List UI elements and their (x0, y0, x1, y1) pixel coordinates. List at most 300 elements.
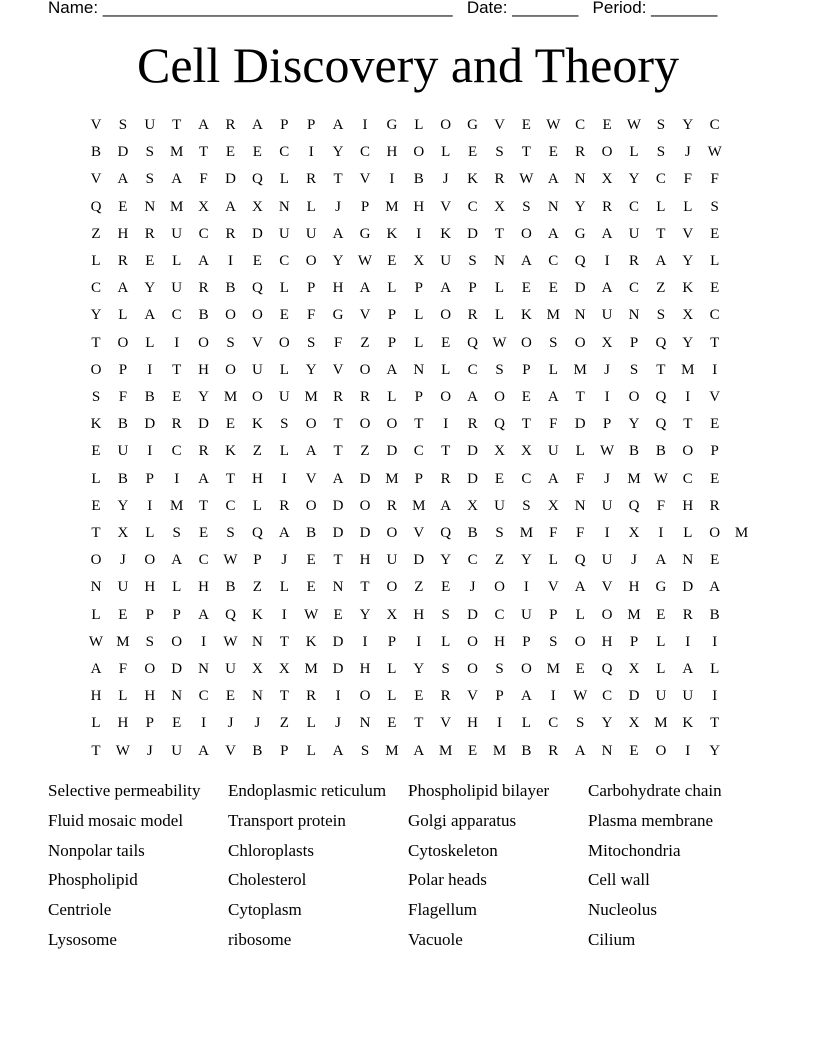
grid-letter: W (223, 552, 238, 569)
grid-letter: R (198, 443, 209, 460)
grid-letter: U (547, 443, 559, 460)
word-list-item: Mitochondria (588, 840, 681, 860)
grid-letter: L (548, 361, 558, 378)
grid-letter: T (414, 715, 424, 732)
grid-letter: P (414, 470, 423, 487)
grid-letter: P (710, 443, 719, 460)
grid-letter: P (387, 633, 397, 650)
grid-letter: A (655, 552, 667, 569)
grid-letter: D (574, 280, 586, 297)
grid-letter: L (279, 361, 289, 378)
grid-letter: A (198, 253, 210, 269)
grid-letter: N (332, 579, 344, 596)
grid-letter: X (278, 661, 290, 677)
grid-letter: V (682, 225, 694, 242)
grid-letter: E (656, 606, 666, 623)
grid-letter: A (467, 389, 479, 405)
grid-letter: U (117, 443, 129, 460)
grid-letter: F (576, 470, 585, 487)
grid-letter: M (385, 198, 399, 215)
grid-letter: S (495, 144, 504, 161)
word-list-item: Plasma membrane (588, 810, 714, 830)
grid-letter: I (147, 497, 153, 514)
grid-letter: T (521, 144, 531, 161)
word-list-item: Transport protein (228, 810, 346, 830)
grid-letter: E (548, 280, 558, 297)
grid-letter: E (387, 715, 397, 732)
grid-letter: D (251, 225, 263, 242)
grid-letter: A (198, 742, 210, 759)
grid-letter: P (414, 280, 423, 297)
grid-letter: F (683, 171, 692, 188)
grid-letter: W (653, 470, 668, 487)
grid-letter: C (575, 117, 586, 133)
grid-letter: J (119, 552, 126, 569)
grid-letter: H (144, 688, 156, 705)
grid-letter: B (90, 144, 101, 161)
grid-letter: J (442, 171, 449, 188)
grid-letter: M (304, 661, 318, 677)
grid-letter: H (359, 552, 371, 569)
grid-letter: U (171, 742, 183, 759)
grid-letter: M (116, 633, 130, 650)
period-blank: _______ (651, 0, 718, 17)
grid-letter: B (252, 742, 263, 759)
grid-letter: K (682, 715, 694, 732)
grid-letter: Y (332, 253, 344, 269)
grid-letter: Y (413, 661, 425, 677)
grid-letter: C (602, 688, 613, 705)
word-list-item: ribosome (228, 930, 292, 949)
grid-letter: R (602, 198, 613, 215)
grid-letter: E (710, 280, 720, 297)
grid-letter: T (575, 389, 585, 405)
grid-letter: K (251, 606, 263, 623)
grid-letter: E (629, 742, 639, 759)
grid-letter: S (495, 525, 504, 541)
grid-letter: B (655, 443, 666, 460)
grid-letter: W (357, 253, 373, 269)
grid-letter: A (117, 171, 129, 188)
grid-letter: O (440, 307, 452, 324)
grid-letter: L (91, 253, 101, 269)
grid-letter: P (145, 715, 154, 732)
grid-letter: P (495, 688, 504, 705)
grid-letter: T (656, 225, 666, 242)
grid-letter: L (279, 579, 289, 596)
grid-letter: I (658, 525, 664, 541)
grid-letter: P (145, 470, 154, 487)
grid-letter: K (251, 416, 263, 433)
grid-letter: A (413, 742, 425, 759)
grid-letter: M (654, 715, 668, 732)
grid-letter: B (198, 307, 209, 324)
grid-letter: A (90, 661, 102, 677)
grid-letter: Y (144, 280, 156, 297)
grid-letter: L (548, 552, 558, 569)
grid-letter: R (386, 497, 397, 514)
grid-letter: R (306, 171, 317, 188)
grid-letter: S (280, 416, 289, 433)
word-list-item: Phospholipid bilayer (408, 781, 550, 800)
grid-letter: B (306, 525, 317, 541)
grid-letter: R (333, 389, 344, 405)
grid-letter: P (522, 633, 531, 650)
grid-letter: D (359, 470, 371, 487)
grid-letter: M (627, 470, 641, 487)
grid-letter: A (574, 579, 586, 596)
grid-letter: T (279, 633, 289, 650)
grid-letter: N (198, 661, 210, 677)
grid-letter: R (225, 225, 236, 242)
grid-letter: H (117, 225, 129, 242)
grid-letter: N (574, 171, 586, 188)
grid-letter: I (335, 688, 341, 705)
grid-letter: H (90, 688, 102, 705)
grid-letter: P (280, 117, 289, 133)
grid-letter: D (467, 606, 479, 623)
grid-letter: V (494, 117, 505, 133)
grid-letter: W (573, 688, 588, 705)
grid-letter: B (521, 742, 532, 759)
grid-letter: M (519, 525, 534, 541)
grid-letter: U (278, 389, 290, 405)
grid-letter: J (604, 361, 611, 378)
grid-letter: M (546, 307, 560, 324)
grid-letter: I (147, 443, 153, 460)
grid-letter: E (225, 416, 236, 433)
grid-letter: N (547, 198, 559, 215)
grid-letter: U (171, 280, 183, 297)
grid-letter: J (684, 144, 691, 161)
grid-letter: E (252, 253, 262, 269)
grid-letter: N (413, 361, 425, 378)
grid-letter: A (332, 742, 344, 759)
grid-letter: K (386, 225, 398, 242)
grid-letter: K (682, 280, 694, 297)
grid-letter: G (574, 225, 586, 242)
grid-letter: J (281, 552, 288, 569)
grid-letter: V (225, 742, 236, 759)
grid-letter: F (307, 307, 316, 324)
grid-letter: D (332, 661, 344, 677)
grid-letter: X (198, 198, 210, 215)
grid-letter: Z (494, 552, 505, 569)
grid-letter: D (359, 525, 371, 541)
grid-letter: R (628, 253, 639, 269)
grid-letter: W (492, 334, 507, 351)
grid-letter: Y (628, 416, 640, 433)
grid-letter: P (387, 334, 397, 351)
grid-letter: D (628, 688, 640, 705)
grid-letter: T (333, 416, 343, 433)
grid-letter: E (387, 253, 397, 269)
grid-letter: S (360, 742, 370, 759)
grid-letter: H (601, 633, 613, 650)
grid-letter: C (198, 225, 209, 242)
grid-letter: L (118, 688, 128, 705)
grid-letter: I (389, 171, 395, 188)
grid-letter: P (387, 307, 397, 324)
grid-letter: E (279, 307, 289, 324)
grid-letter: S (226, 334, 235, 351)
grid-letter: A (655, 253, 667, 269)
grid-letter: O (440, 389, 452, 405)
grid-letter: X (494, 443, 505, 460)
grid-letter: S (145, 633, 154, 650)
grid-letter: E (710, 416, 720, 433)
grid-letter: D (171, 661, 183, 677)
grid-letter: E (145, 253, 155, 269)
grid-letter: R (467, 416, 478, 433)
grid-letter: R (575, 144, 586, 161)
grid-letter: L (683, 525, 693, 541)
grid-letter: O (467, 633, 479, 650)
word-list-item: Cytoskeleton (408, 840, 498, 860)
grid-letter: T (333, 552, 343, 569)
grid-letter: H (467, 715, 479, 732)
grid-letter: N (574, 497, 586, 514)
grid-letter: U (601, 497, 613, 514)
grid-letter: I (685, 742, 691, 759)
grid-letter: M (304, 389, 318, 405)
grid-letter: P (414, 389, 423, 405)
word-list-item: Carbohydrate chain (588, 781, 722, 800)
grid-letter: V (251, 334, 263, 351)
grid-letter: E (118, 198, 128, 215)
grid-letter: E (602, 117, 612, 133)
grid-letter: L (91, 470, 101, 487)
grid-letter: L (172, 253, 182, 269)
grid-letter: P (629, 633, 639, 650)
grid-letter: X (386, 606, 398, 623)
grid-letter: N (359, 715, 371, 732)
grid-letter: K (305, 633, 317, 650)
grid-letter: O (305, 497, 317, 514)
grid-letter: K (467, 171, 479, 188)
grid-letter: E (521, 389, 531, 405)
grid-letter: V (413, 525, 425, 541)
grid-letter: O (251, 307, 263, 324)
grid-letter: R (494, 171, 505, 188)
grid-letter: L (172, 579, 182, 596)
grid-letter: L (145, 334, 155, 351)
grid-letter: I (362, 633, 368, 650)
grid-letter: O (359, 361, 371, 378)
grid-letter: T (333, 443, 343, 460)
grid-letter: J (335, 715, 342, 732)
grid-letter: R (306, 688, 317, 705)
grid-letter: R (548, 742, 559, 759)
grid-letter: Y (601, 715, 613, 732)
grid-letter: M (170, 144, 184, 161)
grid-letter: L (494, 307, 505, 324)
grid-letter: F (576, 525, 585, 541)
grid-letter: R (117, 253, 128, 269)
grid-letter: I (604, 525, 610, 541)
grid-letter: D (332, 497, 344, 514)
grid-letter: E (548, 144, 558, 161)
grid-letter: L (414, 334, 424, 351)
grid-letter: Y (90, 307, 102, 324)
grid-letter: T (279, 688, 289, 705)
grid-letter: T (521, 416, 531, 433)
grid-letter: Z (656, 280, 666, 297)
grid-letter: U (251, 361, 263, 378)
grid-letter: R (198, 280, 209, 297)
grid-letter: C (548, 253, 559, 269)
name-label: Name: (48, 0, 99, 17)
grid-letter: S (441, 606, 450, 623)
grid-letter: E (91, 443, 101, 460)
grid-letter: O (225, 361, 236, 378)
grid-letter: K (440, 225, 452, 242)
grid-letter: J (254, 715, 261, 732)
grid-letter: I (308, 144, 314, 161)
grid-letter: S (495, 661, 504, 677)
grid-letter: F (656, 497, 666, 514)
grid-letter: O (494, 389, 505, 405)
grid-letter: L (629, 144, 639, 161)
grid-letter: D (413, 552, 425, 569)
grid-letter: G (332, 307, 344, 324)
grid-letter: E (333, 606, 343, 623)
grid-letter: P (253, 552, 262, 569)
word-list-item: Nonpolar tails (48, 840, 145, 860)
grid-letter: A (251, 117, 263, 133)
word-list-item: Chloroplasts (228, 840, 314, 860)
grid-letter: O (359, 416, 371, 433)
grid-letter: Q (440, 525, 452, 541)
grid-letter: S (522, 198, 531, 215)
grid-letter: W (88, 633, 104, 650)
grid-letter: E (441, 579, 451, 596)
grid-letter: D (682, 579, 694, 596)
grid-letter: K (520, 307, 532, 324)
grid-letter: Z (279, 715, 289, 732)
grid-letter: A (682, 661, 694, 677)
grid-letter: C (521, 470, 532, 487)
grid-letter: I (497, 715, 502, 732)
grid-letter: Y (682, 117, 694, 133)
grid-letter: S (710, 198, 719, 215)
grid-letter: N (251, 633, 263, 650)
grid-letter: A (359, 280, 371, 297)
grid-letter: A (332, 117, 344, 133)
grid-letter: I (604, 253, 610, 269)
grid-letter: U (144, 117, 156, 133)
grid-letter: L (575, 606, 585, 623)
grid-letter: E (118, 606, 128, 623)
grid-letter: L (441, 361, 451, 378)
grid-letter: L (656, 633, 666, 650)
word-list-item: Phospholipid (48, 870, 138, 890)
grid-letter: I (201, 715, 207, 732)
grid-letter: M (385, 742, 399, 759)
grid-letter: E (521, 280, 531, 297)
grid-letter: Y (520, 552, 532, 569)
grid-letter: P (468, 280, 477, 297)
date-blank: _______ (512, 0, 579, 17)
grid-letter: O (440, 117, 452, 133)
grid-letter: M (170, 497, 184, 514)
grid-letter: L (118, 307, 128, 324)
grid-letter: J (335, 198, 342, 215)
grid-letter: C (171, 443, 182, 460)
grid-letter: I (712, 361, 718, 378)
grid-letter: V (359, 171, 371, 188)
grid-letter: N (628, 307, 640, 324)
grid-letter: Y (440, 552, 452, 569)
grid-letter: P (629, 334, 639, 351)
grid-letter: A (278, 525, 290, 541)
grid-letter: L (656, 661, 666, 677)
grid-letter: P (522, 361, 531, 378)
word-list-item: Cholesterol (228, 870, 307, 890)
grid-letter: Y (198, 389, 210, 405)
grid-letter: C (279, 144, 290, 161)
grid-letter: T (91, 334, 101, 351)
grid-letter: T (91, 742, 101, 759)
grid-letter: A (198, 117, 210, 133)
grid-letter: P (549, 606, 558, 623)
grid-letter: A (547, 470, 559, 487)
grid-letter: X (628, 661, 640, 677)
grid-letter: C (682, 470, 693, 487)
grid-letter: D (467, 443, 479, 460)
grid-letter: R (144, 225, 155, 242)
grid-letter: H (332, 280, 344, 297)
grid-letter: N (278, 198, 290, 215)
name-blank: _____________________________________ (102, 0, 453, 17)
grid-letter: I (443, 416, 449, 433)
grid-letter: S (549, 633, 558, 650)
grid-letter: W (707, 144, 722, 161)
grid-letter: C (467, 361, 478, 378)
grid-letter: A (144, 307, 156, 324)
grid-letter: A (198, 606, 210, 623)
grid-letter: T (710, 715, 720, 732)
grid-letter: I (174, 334, 180, 351)
grid-letter: B (628, 443, 639, 460)
grid-letter: P (307, 280, 316, 297)
grid-letter: R (440, 688, 451, 705)
grid-letter: O (225, 307, 236, 324)
grid-letter: D (144, 416, 156, 433)
grid-letter: R (467, 307, 478, 324)
grid-letter: H (198, 361, 210, 378)
grid-letter: V (547, 579, 559, 596)
grid-letter: H (386, 144, 398, 161)
grid-letter: T (172, 117, 182, 133)
grid-letter: G (359, 225, 371, 242)
grid-letter: L (91, 606, 101, 623)
grid-letter: Q (494, 416, 505, 433)
grid-letter: F (118, 389, 128, 405)
grid-letter: O (305, 416, 317, 433)
grid-letter: N (682, 552, 694, 569)
grid-letter: O (386, 416, 398, 433)
grid-letter: L (414, 307, 424, 324)
grid-letter: K (225, 443, 236, 460)
grid-letter: D (198, 416, 210, 433)
grid-letter: R (279, 497, 290, 514)
grid-letter: H (251, 470, 263, 487)
grid-letter: H (117, 715, 129, 732)
grid-letter: X (117, 525, 129, 541)
grid-letter: L (710, 661, 720, 677)
grid-letter: E (521, 117, 531, 133)
